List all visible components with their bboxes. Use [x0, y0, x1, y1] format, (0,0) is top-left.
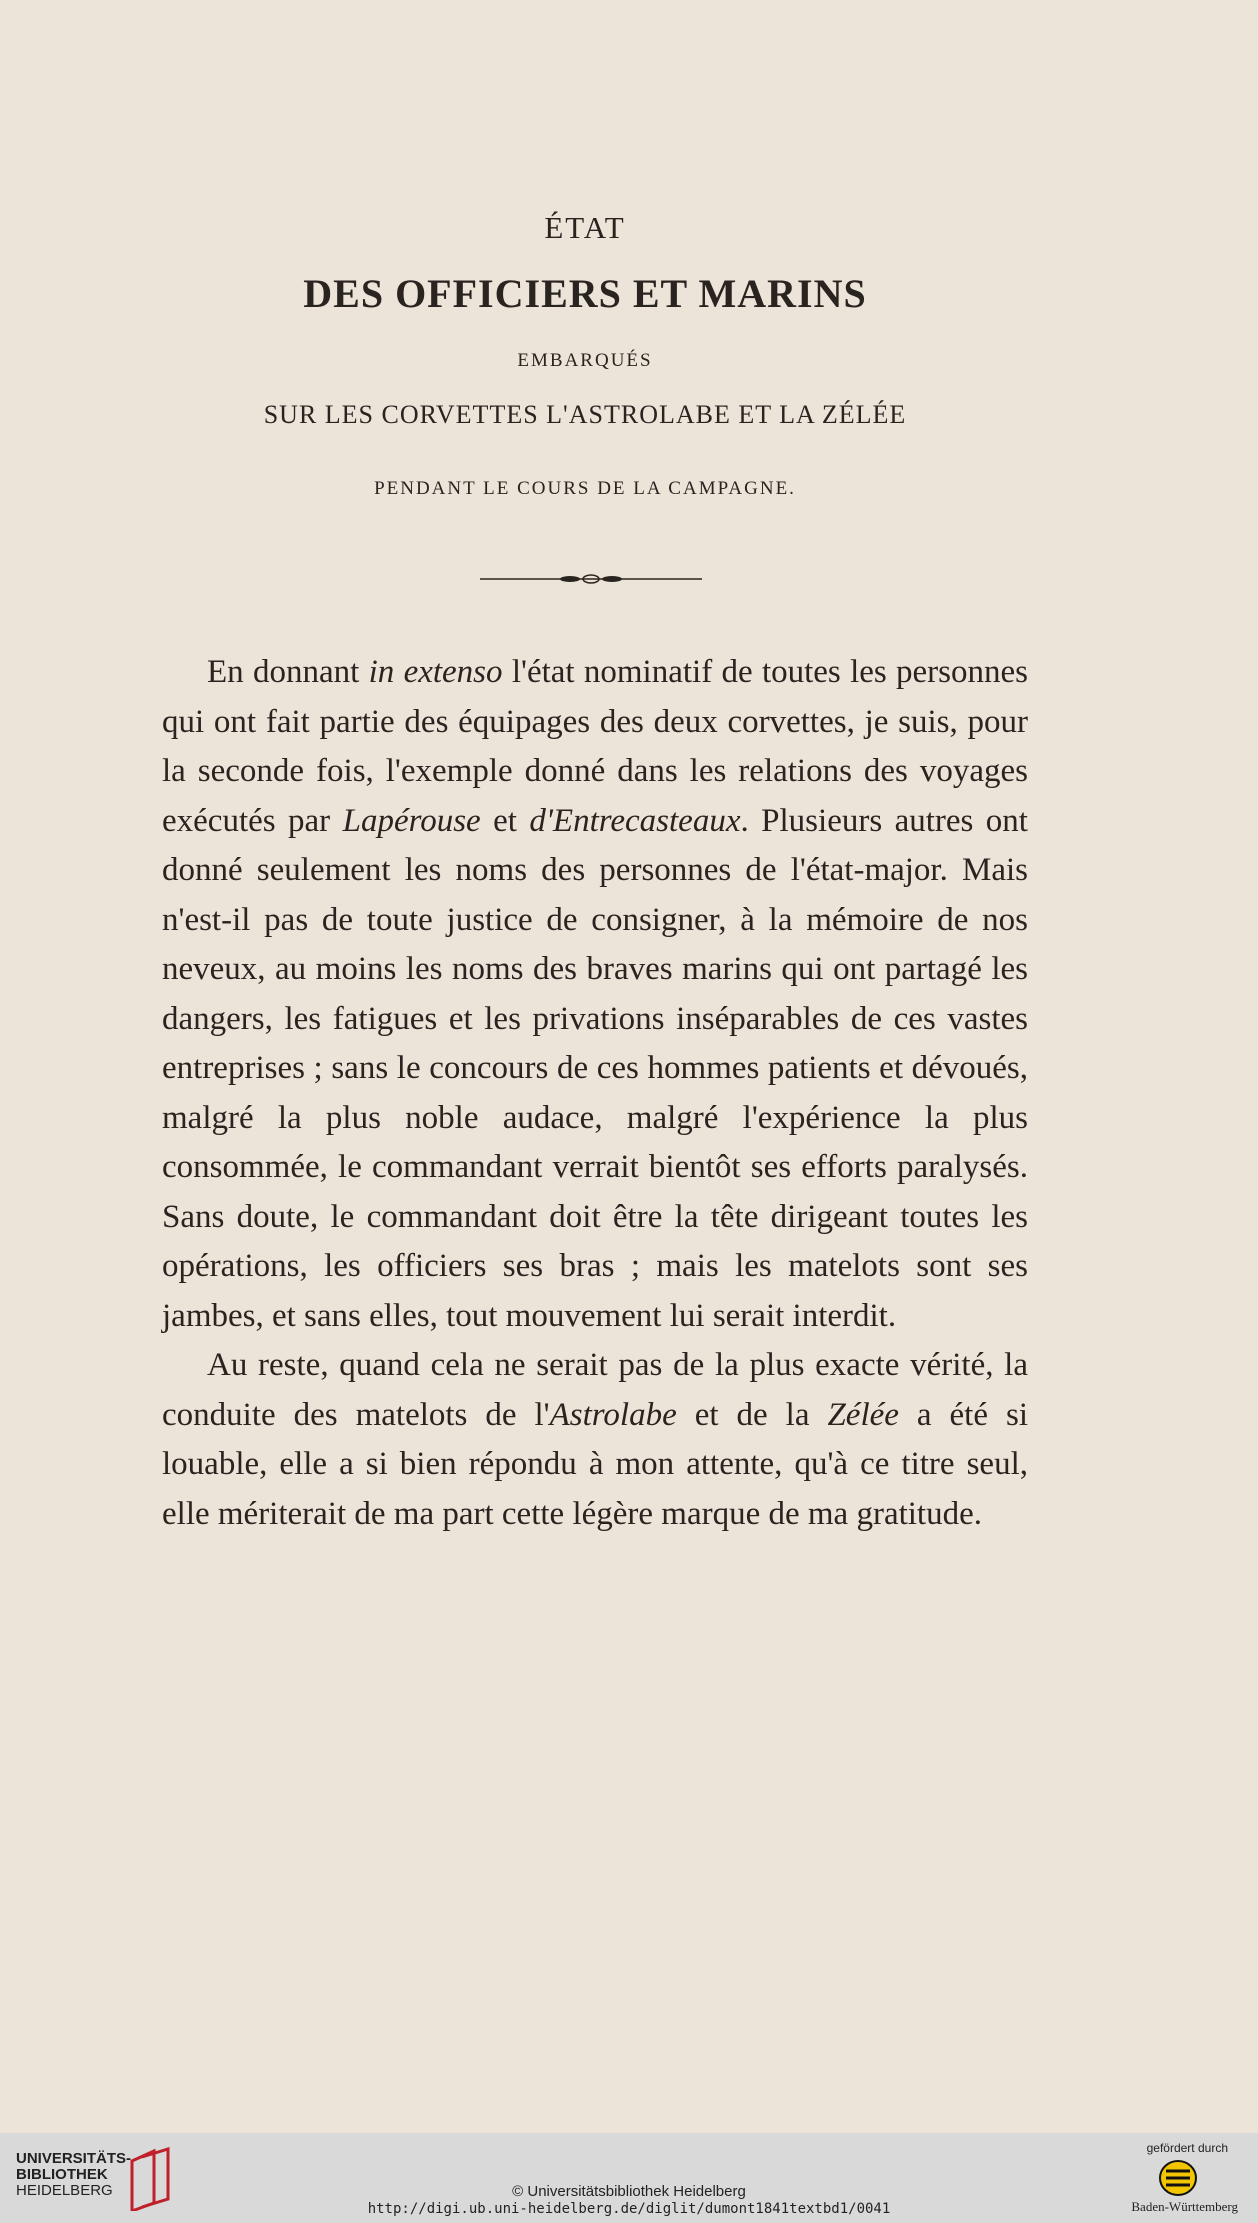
text-run: a été si louable, elle a si bien répondu à mon attente, qu'à ce titre seul, elle mériterait de ma part cette légère marque de ma gratitude.	[162, 1396, 1028, 1532]
text-run: l'état nominatif de toutes les personnes qui ont fait partie des équipages des deux corvettes, je suis, pour la seconde fois, l'exemple donné dans les relations des voyages exécutés par	[162, 654, 1029, 839]
italic-run: in extenso	[368, 654, 503, 690]
state-seal-icon	[1158, 2159, 1198, 2197]
footer-bar	[0, 2133, 1258, 2223]
italic-run: Lapérouse	[342, 802, 481, 839]
heading-corvettes: SUR LES CORVETTES L'ASTROLABE ET LA ZÉLÉE	[263, 400, 907, 429]
permalink-url[interactable]: http://digi.ub.uni-heidelberg.de/diglit/dumont1841textbd1/0041	[367, 2201, 891, 2217]
sponsor-label: Baden-Württemberg	[1131, 2199, 1238, 2214]
ornament-divider	[480, 572, 702, 586]
body-text	[162, 648, 1028, 1539]
heading-pendant: PENDANT LE COURS DE LA CAMPAGNE.	[374, 478, 796, 499]
paragraph	[162, 1341, 1028, 1539]
funded-by-label: gefördert durch	[1146, 2141, 1228, 2155]
italic-run: Astrolabe	[549, 1396, 677, 1433]
text-run: Au reste, quand cela ne serait pas de la plus exacte vérité, la conduite des matelots de l'	[162, 1347, 1028, 1433]
logo-text: HEIDELBERG	[16, 2182, 113, 2199]
heading-etat: ÉTAT	[544, 210, 626, 245]
text-run: et	[480, 802, 530, 839]
heading-officiers-marins: DES OFFICIERS ET MARINS	[303, 271, 867, 316]
heading-embarques: EMBARQUÉS	[517, 350, 653, 371]
logo-text: UNIVERSITÄTS-	[16, 2150, 132, 2167]
logo-text: BIBLIOTHEK	[16, 2166, 108, 2183]
italic-run: d'Entrecasteaux	[529, 802, 741, 839]
paragraph	[162, 648, 1028, 1341]
text-run: . Plusieurs autres ont donné seulement les noms des personnes de l'état-major. Mais n'est-il pas de toute justice de consigner, à la mémoire de nos neveux, au moins les noms des braves marins qui ont partagé les dangers, les fatigues et les privations inséparables de ces vastes entreprises ; sans le concours de ces hommes patients et dévoués, malgré la plus noble audace, malgré l'expérience la plus consommée, le commandant verrait bientôt ses efforts paralysés. Sans doute, le commandant doit être la tête dirigeant toutes les opérations, les officiers ses bras ; mais les matelots sont ses jambes, et sans elles, tout mouvement lui serait interdit.	[162, 802, 1028, 1334]
text-run: et de la	[676, 1396, 828, 1433]
copyright-text: © Universitätsbibliothek Heidelberg	[512, 2183, 746, 2200]
italic-run: Zélée	[827, 1396, 899, 1433]
text-run: En donnant	[207, 654, 369, 690]
